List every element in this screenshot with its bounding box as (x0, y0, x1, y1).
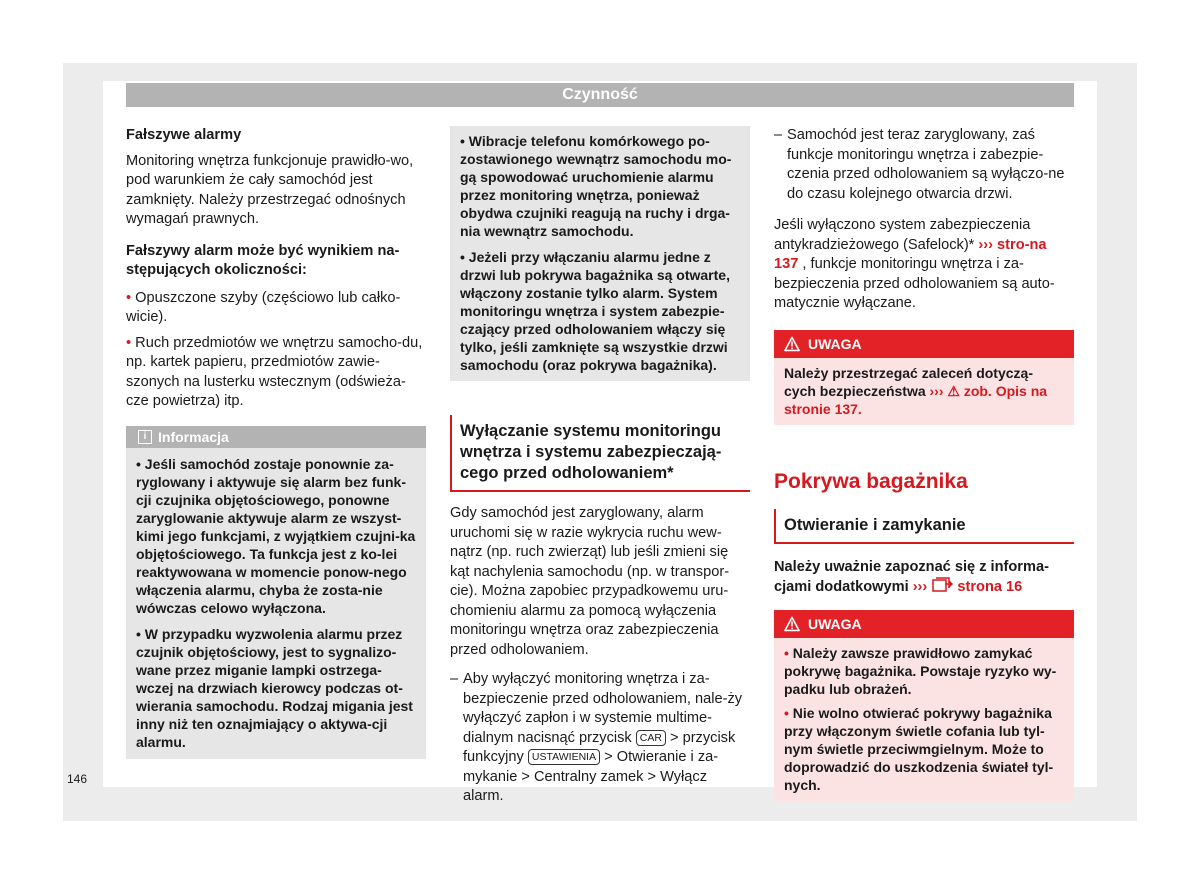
paragraph-monitoring: Monitoring wnętrza funkcjonuje prawidło-wo, pod warunkiem że cały samochód jest zamknięty. Należy przestrzegać odnośnych wymagań prawnych. (126, 152, 414, 227)
info-box-header (126, 426, 426, 448)
warning-box (774, 330, 1074, 425)
chapter-title: Pokrywa bagażnika (774, 469, 968, 493)
paragraph-see-more: Należy uważnie zapoznać się z informa-cjami dodatkowymi ››› strona 16 (774, 558, 1049, 595)
info-item: • W przypadku wyzwolenia alarmu przez czujnik objętościowy, jest to sygnalizo-wane przez miganie lampki ostrzega-wczej na drzwiach kierowcy podczas ot-wierania samochodu. Rodzaj migania jest inny niż ten oznajmiający o aktywa-cji alarmu. (136, 625, 413, 750)
paragraph-safelock: Jeśli wyłączono system zabezpieczenia antykradzieżowego (Safelock)* ››› stro-na 137 , funkcje monitoringu wnętrza i za-bezpieczenia przed odholowaniem są auto-matycznie wyłączane. (774, 217, 1055, 311)
bullet-icon: • (126, 289, 136, 306)
warning-title: UWAGA (808, 335, 862, 352)
list-item: • Opuszczone szyby (częściowo lub całko-wicie). (126, 289, 401, 325)
bullet-icon: • (126, 334, 136, 351)
book-reference-icon (931, 577, 953, 593)
paragraph-alarm-trigger: Gdy samochód jest zaryglowany, alarm uruchomi się w razie wykrycia ruchu wew-nątrz (np. ruch zwierząt) lub jeśli zmieni się kąt nachylenia samochodu (np. w transpor-cie). Można zapobiec przypadkowemu uru-chomieniu alarmu za pomocą wyłączenia monitoringu wnętrza oraz zabezpieczenia przed odholowaniem. (450, 505, 730, 658)
info-item: • Wibracje telefonu komórkowego po-zostawionego wewnątrz samochodu mo-gą spowodować uruchomienie alarmu przez monitoring wnętrza, ponieważ obydwa czujniki reagują na ruchy i drga-nia wewnątrz samochodu. (460, 133, 732, 239)
step-item: – Samochód jest teraz zaryglowany, zaś funkcje monitoringu wnętrza i zabezpie-czenia przed odholowaniem są wyłączo-ne do czasu kolejnego otwarcia drzwi. (774, 126, 1074, 204)
warning-header (774, 330, 1074, 358)
info-item: • Jeśli samochód zostaje ponownie za-ryglowany i aktywuje się alarm bez funk-cji czujnika objętościowego, ponowne zaryglowanie aktywuje alarm ze wszyst-kimi jego funkcjami, z wyjątkiem czujni-ka objętościowego. Ta funkcja jest z ko-lei reaktywowana w momencie ponow-nego włączenia alarmu, chyba że zosta-nie wówczas celowo wyłączona. (136, 455, 416, 616)
car-key: CAR (636, 730, 666, 746)
info-box-title: Informacja (158, 428, 229, 445)
subheading-disable-monitoring: Wyłączanie systemu monitoringu wnętrza i systemu zabezpieczają-cego przed odholowaniem* (450, 415, 750, 492)
warning-link[interactable]: ››› ⚠ zob. Opis na stronie 137. (784, 382, 1048, 417)
warning-item: • Nie wolno otwierać pokrywy bagażnika przy włączonym świetle cofania lub tyl-nym świetle przeciwmgielnym. Może to doprowadzić do uszkodzenia świateł tyl-nych. (784, 704, 1054, 793)
info-icon: i (138, 430, 152, 444)
settings-key: USTAWIENIA (528, 749, 600, 765)
heading-false-alarms: Fałszywe alarmy (126, 127, 242, 143)
list-item: • Ruch przedmiotów we wnętrzu samocho-du, np. kartek papieru, przedmiotów zawie-szonych na lusterku wstecznym (odświeża-cze powietrza) itp. (126, 334, 423, 409)
warning-body (774, 638, 1074, 801)
warning-box (774, 610, 1074, 801)
warning-title: UWAGA (808, 615, 862, 632)
section-header: Czynność (126, 83, 1074, 107)
warning-icon (784, 336, 800, 352)
warning-item: • Należy zawsze prawidłowo zamykać pokrywę bagażnika. Powstaje ryzyko wy-padku lub obrażeń. (784, 644, 1057, 697)
dash-marker: – (450, 671, 459, 687)
left-column (126, 126, 426, 759)
dash-marker: – (774, 127, 783, 143)
info-item: • Jeżeli przy włączaniu alarmu jedne z drzwi lub pokrywa bagażnika są otwarte, włączony zostanie tylko alarm. System monitoringu wnętrza i system zabezpie-czający przed odholowaniem włączy się tylko, jeśli zamknięte są wszystkie drzwi samochodu (oraz pokrywa bagażnika). (460, 249, 730, 373)
page-link-16[interactable]: ››› strona 16 (912, 579, 1023, 595)
info-box (126, 426, 426, 759)
subheading-open-close: Otwieranie i zamykanie (774, 509, 1074, 544)
info-box-body (126, 448, 426, 759)
middle-column (450, 126, 750, 807)
right-column (774, 126, 1074, 801)
warning-icon (784, 616, 800, 632)
step-item: – Aby wyłączyć monitoring wnętrza i za-bezpieczenie przed odholowaniem, nale-ży wyłączyć zapłon i w systemie multime-dialnym nacisnąć przycisk CAR > przycisk funkcyjny USTAWIENIA > Otwieranie i za-mykanie > Centralny zamek > Wyłącz alarm. (450, 670, 750, 807)
page-link-137[interactable]: ››› stro-na 137 (774, 236, 1047, 272)
heading-false-alarm-causes: Fałszywy alarm może być wynikiem na-stępujących okoliczności: (126, 242, 400, 278)
warning-header (774, 610, 1074, 638)
warning-body: Należy przestrzegać zaleceń dotyczą-cych bezpieczeństwa ››› ⚠ zob. Opis na stronie 137. (784, 364, 1048, 417)
page-number: 146 (67, 772, 88, 786)
info-box-continued (450, 126, 750, 381)
